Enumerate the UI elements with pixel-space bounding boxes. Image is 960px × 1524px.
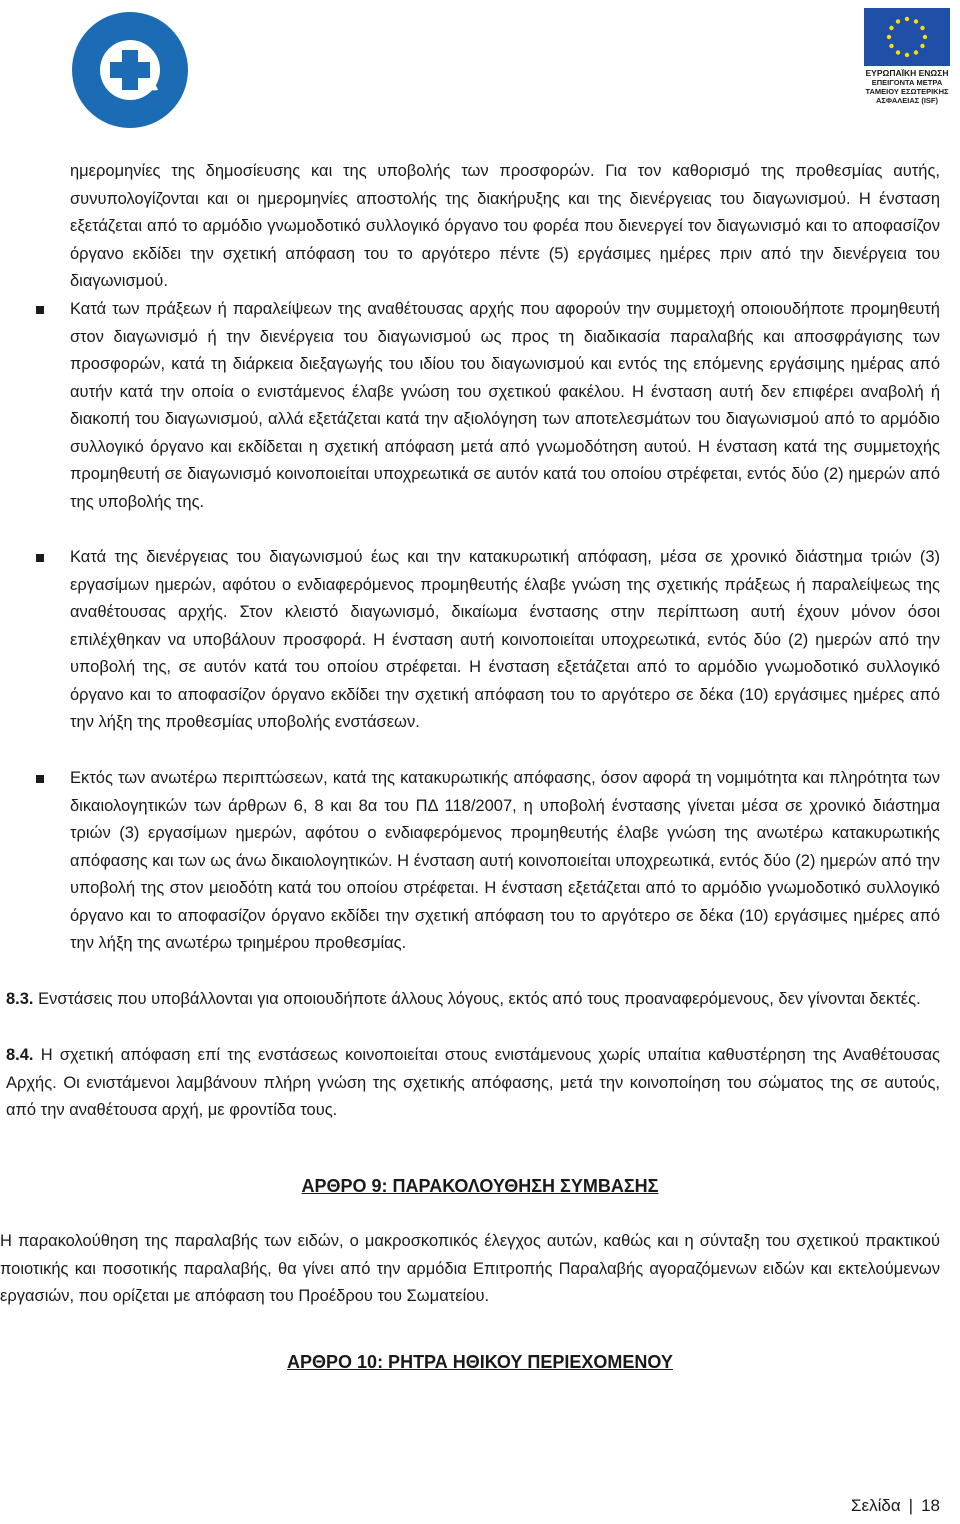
section-8-3: [6, 986, 940, 1014]
doctors-of-the-world-logo: [70, 10, 190, 130]
eu-caption-line: ΑΣΦΑΛΕΙΑΣ (ISF): [875, 96, 939, 105]
eu-caption-line: ΕΥΡΩΠΑΪΚΗ ΕΝΩΣΗ: [865, 68, 949, 78]
section-text: Η σχετική απόφαση επί της ενστάσεως κοινοποιείται στους ενιστάμενους χωρίς υπαίτια καθυστέρηση της Αναθέτουσας Αρχής. Οι ενιστάμενοι λαμβάνουν πλήρη γνώση της σχετικής απόφασης, μετά την κοινοποίηση του σώματος της σε αυτούς, από την αναθέτουσα αρχή, με φροντίδα τους.: [6, 1046, 940, 1119]
article-10-heading: ΑΡΘΡΟ 10: ΡΗΤΡΑ ΗΘΙΚΟΥ ΠΕΡΙΕΧΟΜΕΝΟΥ: [287, 1352, 673, 1372]
eu-caption-line: ΕΠΕΙΓΟΝΤΑ ΜΕΤΡΑ: [871, 78, 943, 87]
section-8-4: [6, 1042, 940, 1125]
eu-isf-logo: [862, 8, 952, 120]
eu-caption-line: ΤΑΜΕΙΟΥ ΕΣΩΤΕΡΙΚΗΣ: [865, 87, 949, 96]
article-9-heading: ΑΡΘΡΟ 9: ΠΑΡΑΚΟΛΟΥΘΗΣΗ ΣΥΜΒΑΣΗΣ: [301, 1176, 659, 1196]
bullet-item-2: Κατά της διενέργειας του διαγωνισμού έως και την κατακυρωτική απόφαση, μέσα σε χρονικό διάστημα τριών (3) εργασίμων ημερών, αφότου ο ενδιαφερόμενος προμηθευτής έλαβε γνώση της σχετικής πράξεως ή παραλείψεως της αναθέτουσας αρχής. Στον κλειστό διαγωνισμό, δικαίωμα ένστασης στην περίπτωση αυτή έχουν μόνον όσοι επιλέχθηκαν να υποβάλουν προσφορά. Η ένσταση αυτή κοινοποιείται υποχρεωτικά, εντός δύο (2) ημερών από την υποβολή της, σε αυτόν κατά του οποίου στρέφεται. Η ένσταση εξετάζεται από το αρμόδιο γνωμοδοτικό συλλογικό όργανο και το αποφασίζον όργανο εκδίδει την σχετική απόφαση του το αργότερο σε δέκα (10) εργάσιμες ημέρες από την λήξη της προθεσμίας υποβολής ενστάσεων.: [70, 548, 940, 731]
bullet-icon: [36, 554, 44, 562]
page-number: 18: [921, 1496, 940, 1515]
bullet-item-1: Κατά των πράξεων ή παραλείψεων της αναθέτουσας αρχής που αφορούν την συμμετοχή οποιουδήποτε προμηθευτή στον διαγωνισμό ή την διενέργεια του διαγωνισμού ως προς τη διαδικασία παραλαβής και αποσφράγισης των προσφορών, κατά τη διάρκεια διεξαγωγής του ιδίου του διαγωνισμού και εντός της επόμενης εργάσιμης ημέρας από αυτήν κατά την οποία ο ενιστάμενος έλαβε γνώση του σχετικού φακέλου. Η ένσταση αυτή δεν επιφέρει αναβολή ή διακοπή του διαγωνισμού, αλλά εξετάζεται κατά την αξιολόγηση των αποτελεσμάτων του διαγωνισμού από το αρμόδιο συλλογικό όργανο και εκδίδεται η σχετική απόφαση μετά από γνωμοδότηση αυτού. Η ένσταση κατά της συμμετοχής προμηθευτή σε διαγωνισμό κοινοποιείται υποχρεωτικά σε αυτόν κατά του οποίου στρέφεται, εντός δύο (2) ημερών από της υποβολής της.: [70, 300, 940, 511]
section-text: Ενστάσεις που υποβάλλονται για οποιουδήποτε άλλους λόγους, εκτός από τους προαναφερόμενους, δεν γίνονται δεκτές.: [38, 990, 921, 1008]
eu-logo-caption: [862, 69, 952, 105]
article-9-body: Η παρακολούθηση της παραλαβής των ειδών, ο μακροσκοπικός έλεγχος αυτών, καθώς και η σύνταξη του σχετικού πρακτικού ποιοτικής και ποσοτικής παραλαβής, θα γίνει από την αρμόδια Επιτροπής Παραλαβής αγοραζόμενων ειδών και εκτελούμενων εργασιών, που ορίζεται με απόφαση του Προέδρου του Σωματείου.: [0, 1232, 940, 1305]
continuation-paragraph: ημερομηνίες της δημοσίευσης και της υποβολής των προσφορών. Για τον καθορισμό της προθεσμίας αυτής, συνυπολογίζονται και οι ημερομηνίες αποστολής της διακήρυξης και της διενέργειας του διαγωνισμού. Η ένσταση εξετάζεται από το αρμόδιο γνωμοδοτικό συλλογικό όργανο του φορέα που διενεργεί τον διαγωνισμό και το αποφασίζον όργανο εκδίδει την σχετική απόφαση του το αργότερο πέντε (5) εργάσιμες ημέρες πριν από την διενέργεια του διαγωνισμού.: [70, 162, 940, 290]
section-number: 8.4.: [6, 1046, 34, 1064]
bullet-icon: [36, 306, 44, 314]
page-footer: [851, 1496, 940, 1516]
page-separator: |: [908, 1496, 914, 1515]
logo-emblem-icon: [70, 10, 190, 130]
page-label: Σελίδα: [851, 1496, 901, 1515]
bullet-item-3: Εκτός των ανωτέρω περιπτώσεων, κατά της κατακυρωτικής απόφασης, όσον αφορά τη νομιμότητα και πληρότητα των δικαιολογητικών των άρθρων 6, 8 και 8α του ΠΔ 118/2007, η υποβολή ένστασης γίνεται μέσα σε χρονικό διάστημα τριών (3) εργασίμων ημερών, αφότου ο ενδιαφερόμενος προμηθευτής έλαβε γνώση της ανωτέρω κατακυρωτικής απόφασης και των ως άνω δικαιολογητικών. Η ένσταση αυτή κοινοποιείται υποχρεωτικά, εντός δύο (2) ημερών από την υποβολή της στον μειοδότη κατά του οποίου στρέφεται. Η ένσταση εξετάζεται από το αρμόδιο γνωμοδοτικό συλλογικό όργανο και το αποφασίζον όργανο εκδίδει την σχετική απόφαση του το αργότερο σε δέκα (10) εργάσιμες ημέρες από την λήξη της ανωτέρω τριημέρου προθεσμίας.: [70, 769, 940, 952]
bullet-icon: [36, 775, 44, 783]
section-number: 8.3.: [6, 990, 34, 1008]
eu-flag-icon: [864, 8, 950, 66]
